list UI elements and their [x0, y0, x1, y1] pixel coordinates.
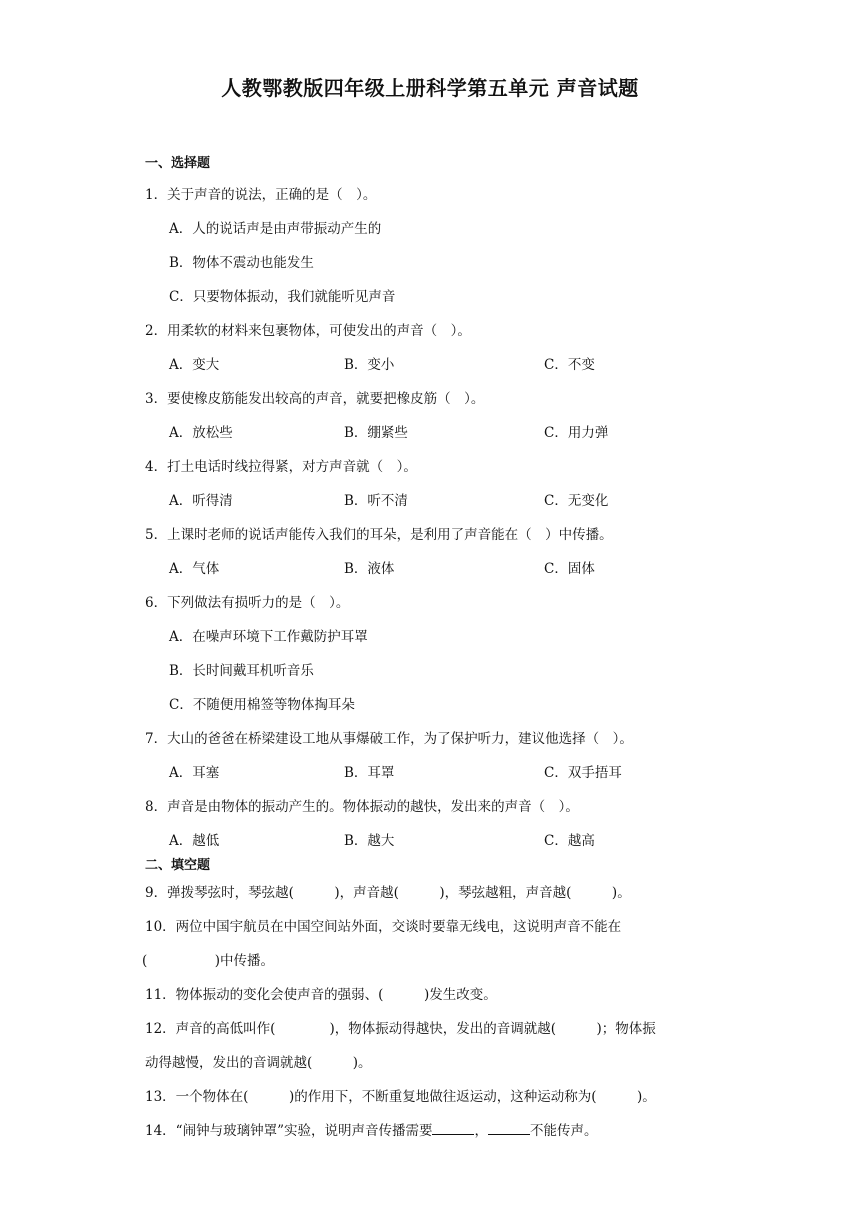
q3-option-c: C．用力弹: [544, 425, 609, 441]
q8-options: [145, 824, 725, 858]
question-4: 4．打土电话时线拉得紧，对方声音就（ ）。: [145, 459, 417, 475]
q4-option-a: A．听得清: [169, 493, 233, 509]
q14-blank-2: [488, 1118, 530, 1135]
q7-option-b: B．耳罩: [344, 765, 395, 781]
q6-option-b: B．长时间戴耳机听音乐: [169, 663, 314, 679]
q4-option-b: B．听不清: [344, 493, 408, 509]
q6-option-c: C．不随便用棉签等物体掏耳朵: [169, 697, 355, 713]
q14-text-part-2: ，: [474, 1123, 488, 1139]
question-10-line-1: 10．两位中国宇航员在中国空间站外面，交谈时要靠无线电，这说明声音不能在: [145, 919, 622, 935]
question-5: 5．上课时老师的说话声能传入我们的耳朵，是利用了声音能在（ ）中传播。: [145, 527, 613, 543]
q3-option-b: B．绷紧些: [344, 425, 408, 441]
q2-option-c: C．不变: [544, 357, 595, 373]
question-content: [142, 154, 725, 1148]
question-11: 11．物体振动的变化会使声音的强弱、( )发生改变。: [145, 987, 497, 1003]
q2-options: [145, 348, 725, 382]
q14-text-part-1: 14．“闹钟与玻璃钟罩”实验，说明声音传播需要: [145, 1123, 433, 1139]
question-10-line-2: ( )中传播。: [142, 953, 275, 969]
q3-option-a: A．放松些: [169, 425, 233, 441]
q2-option-b: B．变小: [344, 357, 395, 373]
q7-option-a: A．耳塞: [169, 765, 220, 781]
question-7: 7．大山的爸爸在桥梁建设工地从事爆破工作，为了保护听力，建议他选择（ ）。: [145, 731, 633, 747]
question-14: [145, 1114, 725, 1148]
q4-option-c: C．无变化: [544, 493, 609, 509]
q14-blank-1: [432, 1118, 474, 1135]
section-heading-fill: 二、填空题: [145, 858, 211, 873]
question-9: 9．弹拨琴弦时，琴弦越( )，声音越( )，琴弦越粗，声音越( )。: [145, 885, 631, 901]
q5-option-a: A．气体: [169, 561, 220, 577]
question-1: 1．关于声音的说法，正确的是（ ）。: [145, 187, 377, 203]
q3-options: [145, 416, 725, 450]
question-6: 6．下列做法有损听力的是（ ）。: [145, 595, 350, 611]
question-12-line-1: 12．声音的高低叫作( )，物体振动得越快，发出的音调就越( )；物体振: [145, 1021, 656, 1037]
page-title: 人教鄂教版四年级上册科学第五单元 声音试题: [221, 76, 639, 100]
q5-option-c: C．固体: [544, 561, 595, 577]
question-13: 13．一个物体在( )的作用下，不断重复地做往返运动，这种运动称为( )。: [145, 1089, 656, 1105]
q8-option-a: A．越低: [169, 833, 220, 849]
q8-option-b: B．越大: [344, 833, 395, 849]
q6-option-a: A．在噪声环境下工作戴防护耳罩: [169, 629, 368, 645]
question-2: 2．用柔软的材料来包裹物体，可使发出的声音（ ）。: [145, 323, 471, 339]
q1-option-c: C．只要物体振动，我们就能听见声音: [169, 289, 396, 305]
question-8: 8．声音是由物体的振动产生的。物体振动的越快，发出来的声音（ ）。: [145, 799, 579, 815]
section-heading-choice: 一、选择题: [145, 156, 211, 171]
q1-option-b: B．物体不震动也能发生: [169, 255, 314, 271]
q8-option-c: C．越高: [544, 833, 595, 849]
q7-option-c: C．双手捂耳: [544, 765, 622, 781]
q1-option-a: A．人的说话声是由声带振动产生的: [169, 221, 382, 237]
q5-options: [145, 552, 725, 586]
q2-option-a: A．变大: [169, 357, 220, 373]
q5-option-b: B．液体: [344, 561, 395, 577]
q4-options: [145, 484, 725, 518]
question-3: 3．要使橡皮筋能发出较高的声音，就要把橡皮筋（ ）。: [145, 391, 485, 407]
q7-options: [145, 756, 725, 790]
q14-text-part-3: 不能传声。: [529, 1123, 598, 1139]
question-12-line-2: 动得越慢，发出的音调就越( )。: [145, 1055, 372, 1071]
